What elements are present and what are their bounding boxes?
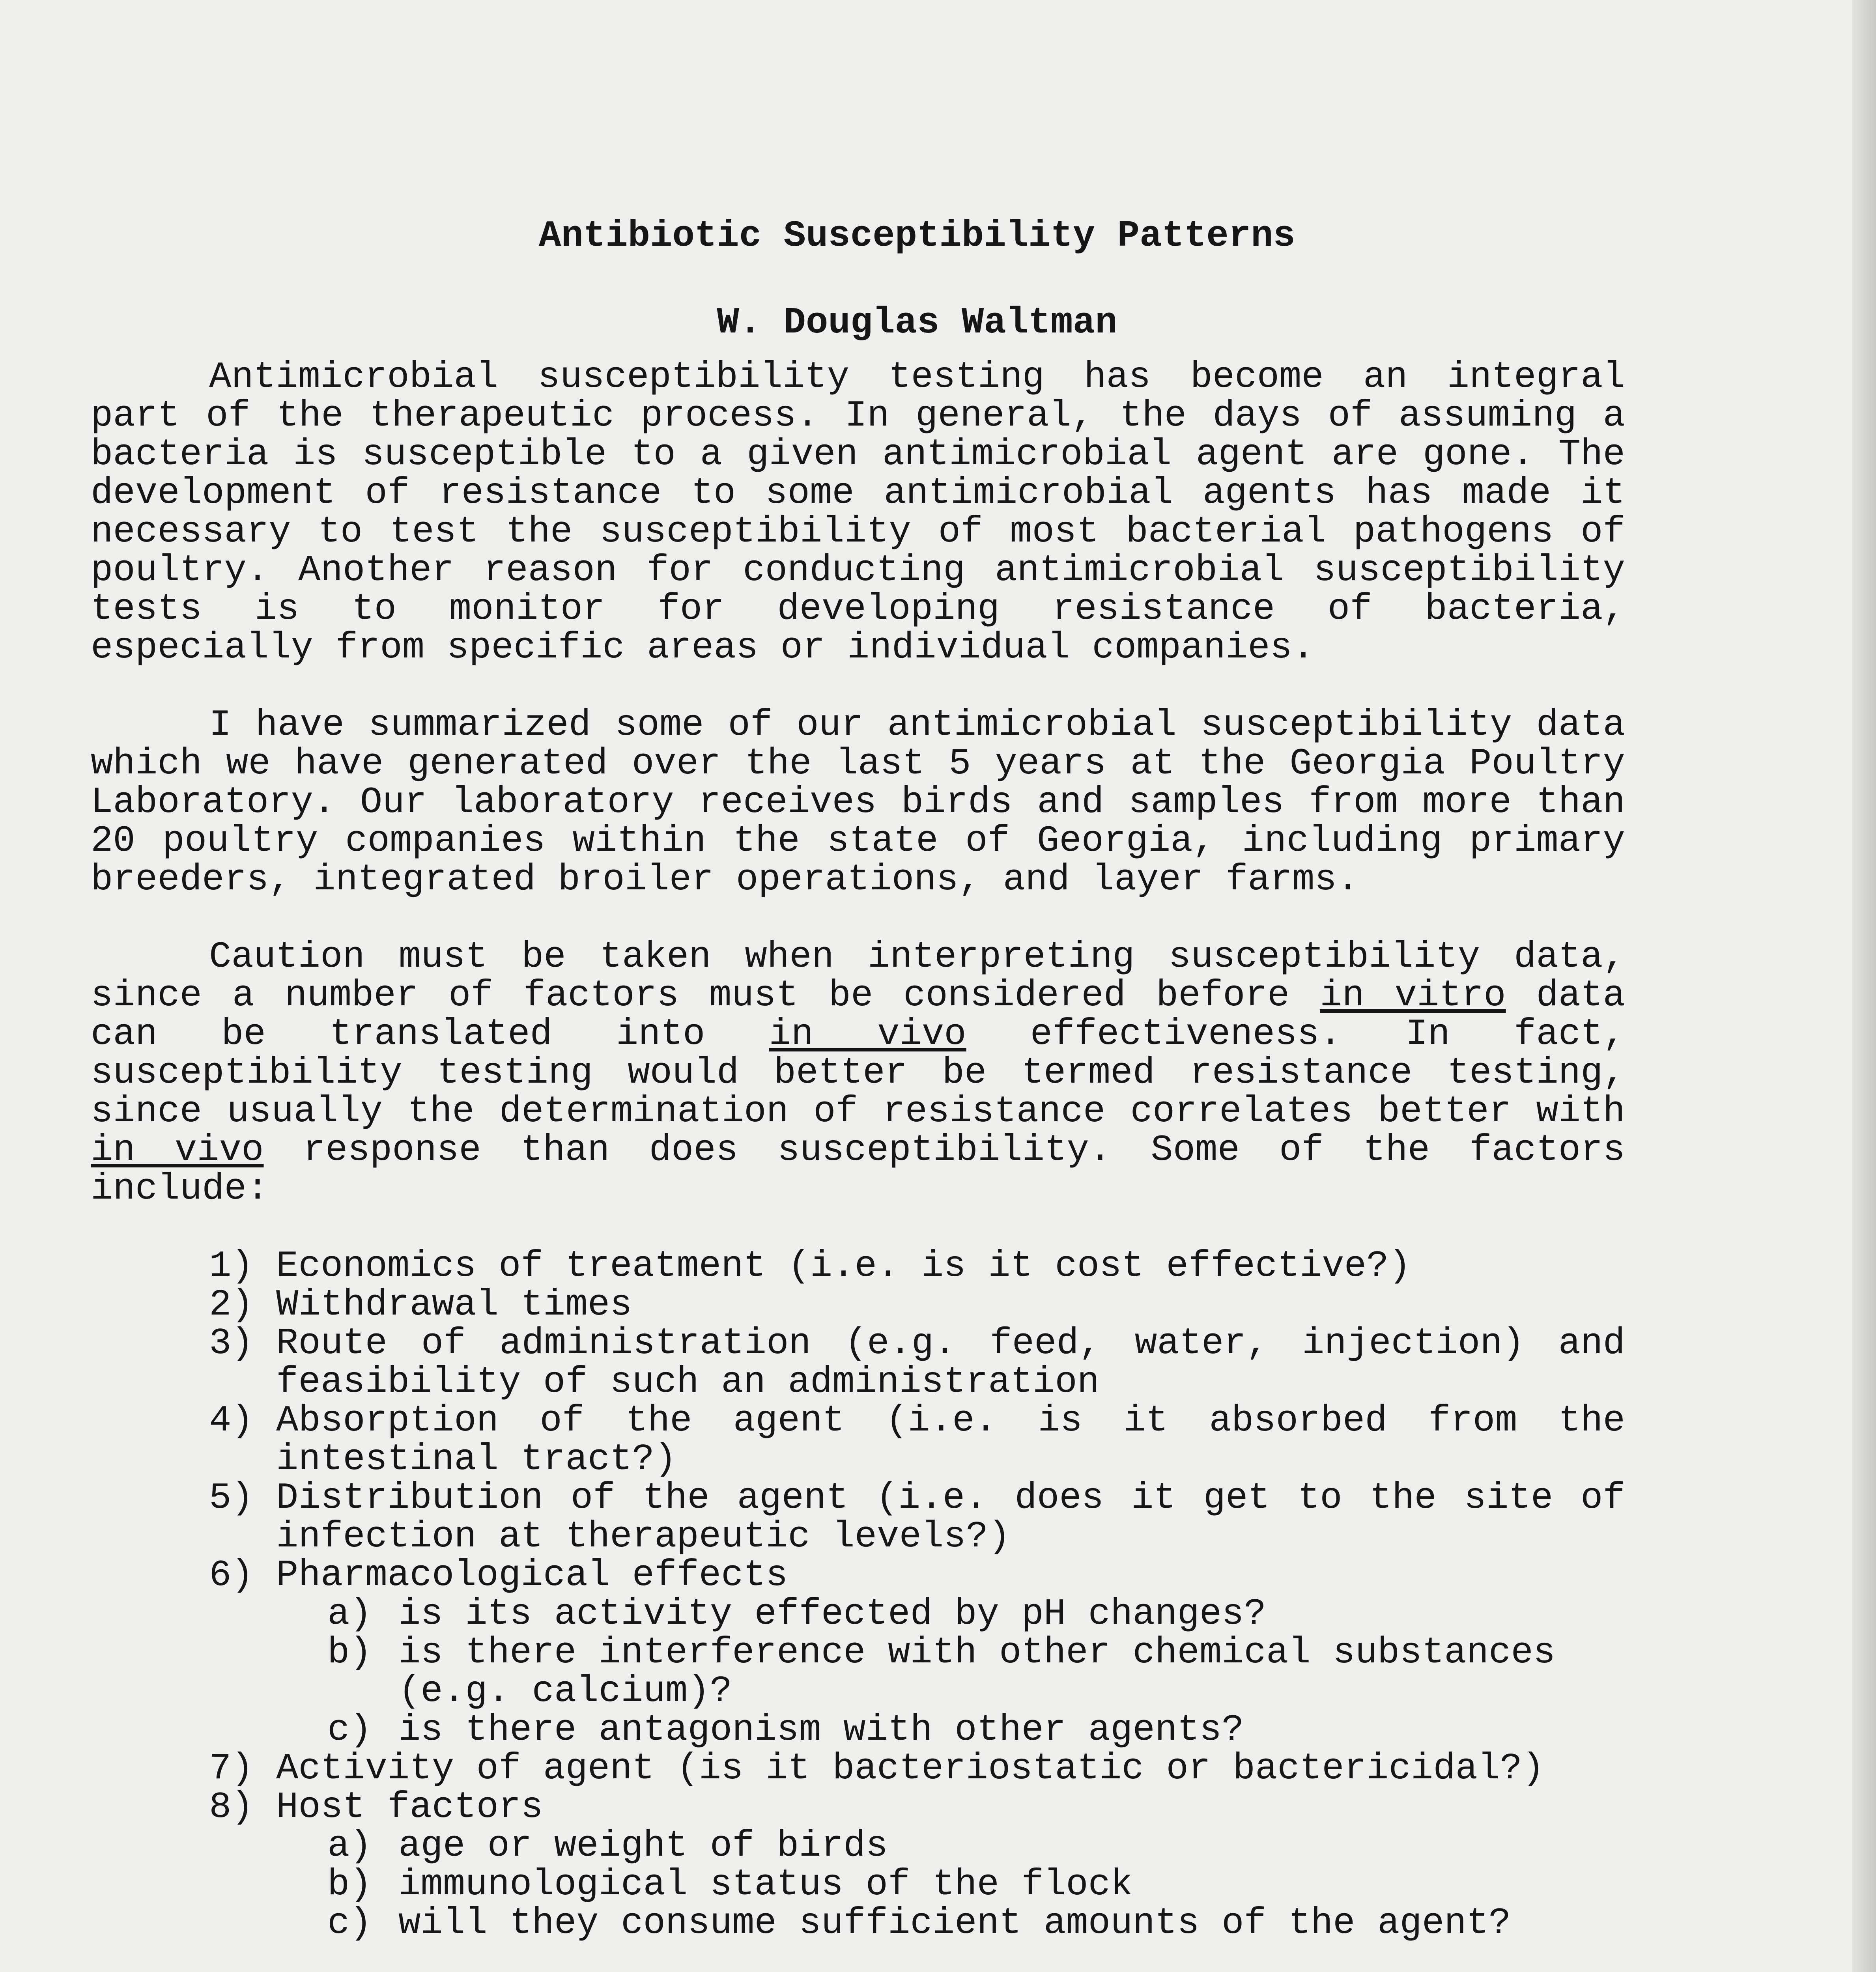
term-in-vivo: in vivo [91, 1130, 264, 1171]
paragraph-caution-text-c: effectiveness. In fact, susceptibility testing would better be termed resistance testing, since usually the determination of resistance correlates better with [91, 1014, 1625, 1133]
paragraph-caution-text-d: response than does susceptibility. Some of the factors include: [91, 1130, 1625, 1210]
paragraph-intro: Antimicrobial susceptibility testing has become an integral part of the therapeutic process. In general, the days of assuming a bacteria is susceptible to a given antimicrobial agent are gone. The development of resistance to some antimicrobial agents has made it necessary to test the susceptibility of most bacterial pathogens of poultry. Another reason for conducting antimicrobial susceptibility tests is to monitor for developing resistance of bacteria, especially from specific areas or individual companies. [91, 357, 1625, 669]
sub-list-item-text: will they consume sufficient amounts of the agent? [398, 1903, 1511, 1944]
list-item [91, 1324, 1625, 1402]
list-item [91, 1402, 1625, 1479]
sub-list-item-letter: c) [327, 1903, 372, 1944]
list-item-number: 8) [209, 1787, 254, 1828]
list-item-number: 3) [209, 1323, 254, 1365]
list-item [91, 1479, 1625, 1556]
paragraph-caution-text-a: Caution must be taken when interpreting susceptibility data, since a number of factors must be considered before [91, 936, 1625, 1017]
list-item-number: 2) [209, 1284, 254, 1326]
list-item-text: Absorption of the agent (i.e. is it absorbed from the intestinal tract?) [276, 1400, 1625, 1481]
sub-list-item [91, 1904, 1625, 1943]
sub-list-item-text: is there interference with other chemical substances (e.g. calcium)? [398, 1632, 1556, 1712]
list-item-text: Pharmacological effects [276, 1555, 788, 1597]
sub-list-item-text: immunological status of the flock [398, 1864, 1133, 1906]
sub-list-item [91, 1711, 1625, 1750]
list-item [91, 1247, 1625, 1286]
sub-list-item-letter: b) [327, 1632, 372, 1674]
sub-list-item-letter: c) [327, 1709, 372, 1751]
sub-list-item-letter: b) [327, 1864, 372, 1906]
term-in-vivo: in vivo [769, 1014, 966, 1055]
sub-list-item-text: is its activity effected by pH changes? [398, 1593, 1266, 1635]
page-body [91, 217, 1625, 1972]
list-item-number: 1) [209, 1246, 254, 1287]
paragraph-summary: I have summarized some of our antimicrobial susceptibility data which we have generated over the last 5 years at the Georgia Poultry Laboratory. Our laboratory receives birds and samples from more than 20 poultry companies within the state of Georgia, including primary breeders, integrated broiler operations, and layer farms. [91, 704, 1625, 901]
list-item-text: Withdrawal times [276, 1284, 632, 1326]
author-name: W. Douglas Waltman [717, 302, 1117, 344]
sub-list-item [91, 1595, 1625, 1634]
list-item [91, 1286, 1625, 1324]
sub-list-item-text: age or weight of birds [398, 1825, 888, 1867]
list-item-text: Activity of agent (is it bacteriostatic or bactericidal?) [276, 1748, 1545, 1790]
document-title: Antibiotic Susceptibility Patterns [539, 215, 1295, 257]
list-item-text: Route of administration (e.g. feed, water, injection) and feasibility of such an administration [276, 1323, 1625, 1403]
list-item-number: 6) [209, 1555, 254, 1597]
page-edge-shadow [1852, 0, 1876, 1972]
sub-list-item-letter: a) [327, 1825, 372, 1867]
sub-list-item [91, 1866, 1625, 1904]
factors-list [91, 1247, 1625, 1943]
sub-list-item [91, 1634, 1625, 1711]
list-item-number: 5) [209, 1477, 254, 1519]
list-item-number: 4) [209, 1400, 254, 1442]
sub-list-item [91, 1827, 1625, 1866]
sub-list-item-text: is there antagonism with other agents? [398, 1709, 1244, 1751]
list-item-number: 7) [209, 1748, 254, 1790]
term-in-vitro: in vitro [1320, 975, 1506, 1017]
list-item-text: Economics of treatment (i.e. is it cost effective?) [276, 1246, 1411, 1287]
list-item [91, 1750, 1625, 1788]
sub-list-item-letter: a) [327, 1593, 372, 1635]
list-item [91, 1788, 1625, 1827]
list-item [91, 1556, 1625, 1595]
list-item-text: Distribution of the agent (i.e. does it get to the site of infection at therapeutic levels?) [276, 1477, 1625, 1558]
paragraph-caution [91, 938, 1625, 1208]
paragraph-caution-text-b: data can be translated into [91, 975, 1626, 1055]
list-item-text: Host factors [276, 1787, 543, 1828]
